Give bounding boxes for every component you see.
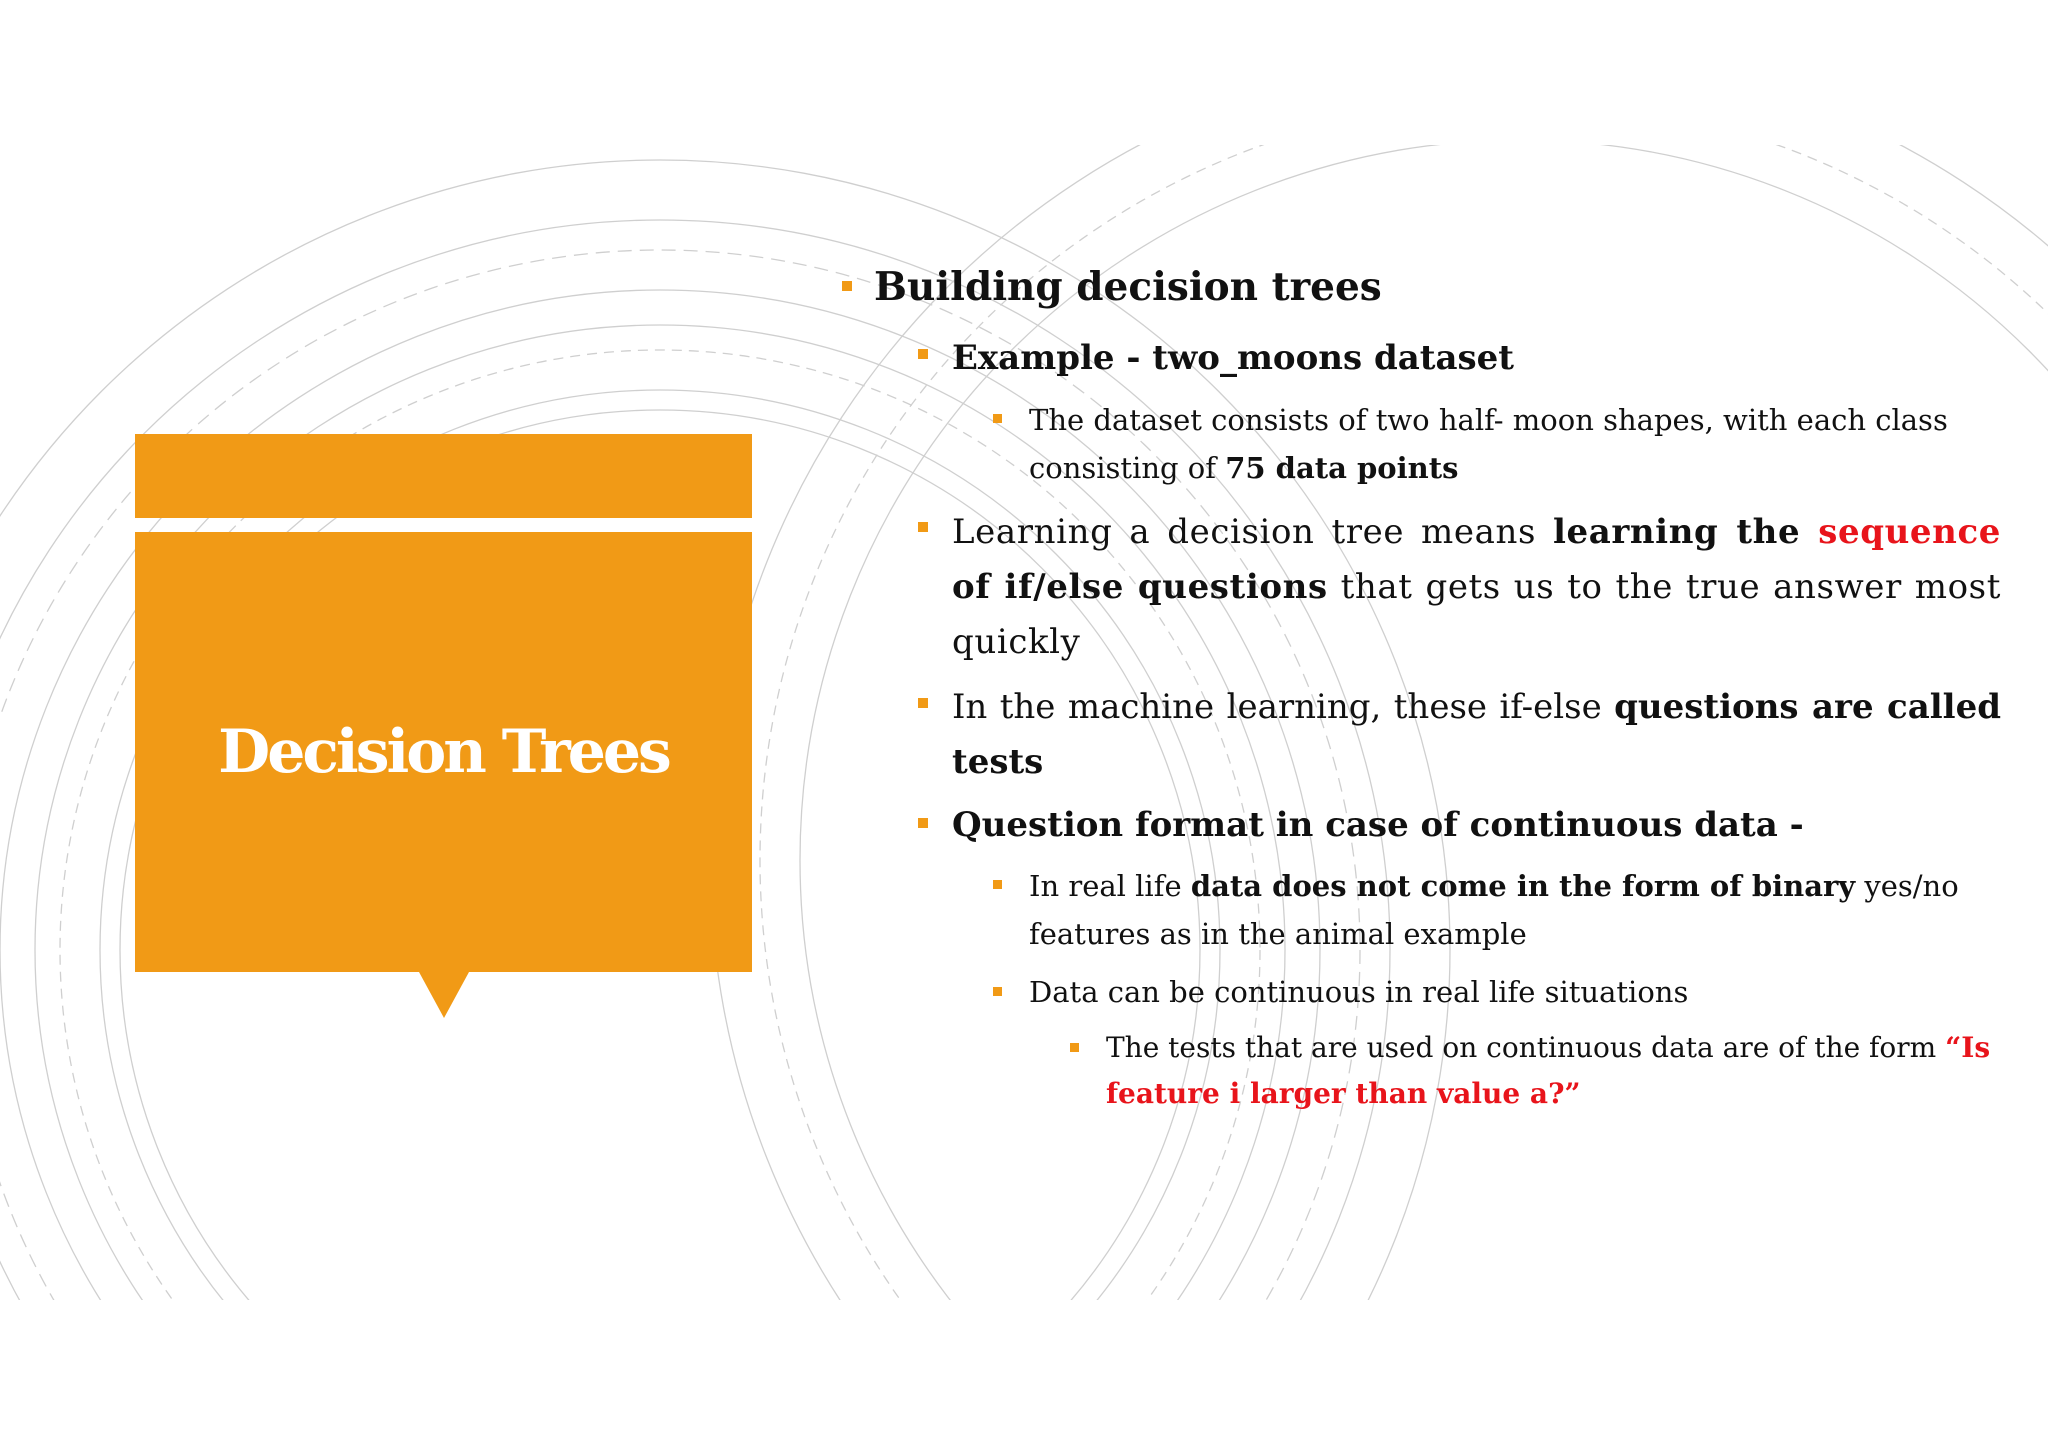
real-life-text bbox=[1029, 862, 2001, 958]
real-life-bold: data does not come in the form of binary bbox=[1190, 869, 1856, 903]
square-bullet-icon bbox=[1070, 1043, 1079, 1052]
heading-building-decision-trees: Building decision trees bbox=[874, 264, 1382, 310]
form-question: “Is feature i larger than value a?” bbox=[1106, 1031, 1991, 1110]
square-bullet-icon bbox=[993, 880, 1002, 889]
learning-bold-2: of if/else questions bbox=[952, 567, 1328, 607]
tests-bold: questions are called tests bbox=[952, 687, 2001, 782]
learning-text-2: that gets us to the true answer most quickly bbox=[952, 567, 2001, 662]
form-text-1: The tests that are used on continuous data are of the form bbox=[1106, 1031, 1946, 1064]
square-bullet-icon bbox=[993, 414, 1002, 423]
tests-text-1: In the machine learning, these if-else bbox=[952, 687, 1615, 727]
learning-sequence: sequence bbox=[1818, 512, 2001, 552]
square-bullet-icon bbox=[993, 987, 1002, 996]
real-life-text-2: yes/no features as in the animal example bbox=[1029, 869, 1959, 951]
dataset-text: The dataset consists of two half- moon shapes, with each class consisting of bbox=[1029, 403, 1948, 485]
tests-form-text bbox=[1106, 1025, 2001, 1117]
example-two-moons: Example - two_moons dataset bbox=[952, 338, 1514, 378]
question-format-heading: Question format in case of continuous data - bbox=[952, 805, 1804, 845]
continuous-text: Data can be continuous in real life situations bbox=[1029, 975, 1689, 1009]
square-bullet-icon bbox=[918, 522, 928, 532]
learning-text-1: Learning a decision tree means bbox=[952, 512, 1553, 552]
learning-sequence-text bbox=[952, 505, 2001, 670]
tests-text bbox=[952, 680, 2001, 790]
slide-title: Decision Trees bbox=[218, 717, 669, 787]
square-bullet-icon bbox=[918, 349, 928, 359]
square-bullet-icon bbox=[918, 818, 928, 828]
square-bullet-icon bbox=[842, 281, 852, 291]
square-bullet-icon bbox=[918, 698, 928, 708]
dataset-description bbox=[1029, 396, 2001, 492]
dataset-count: 75 data points bbox=[1225, 451, 1459, 485]
real-life-text-1: In real life bbox=[1029, 869, 1191, 903]
learning-bold-1: learning the bbox=[1552, 512, 1819, 552]
